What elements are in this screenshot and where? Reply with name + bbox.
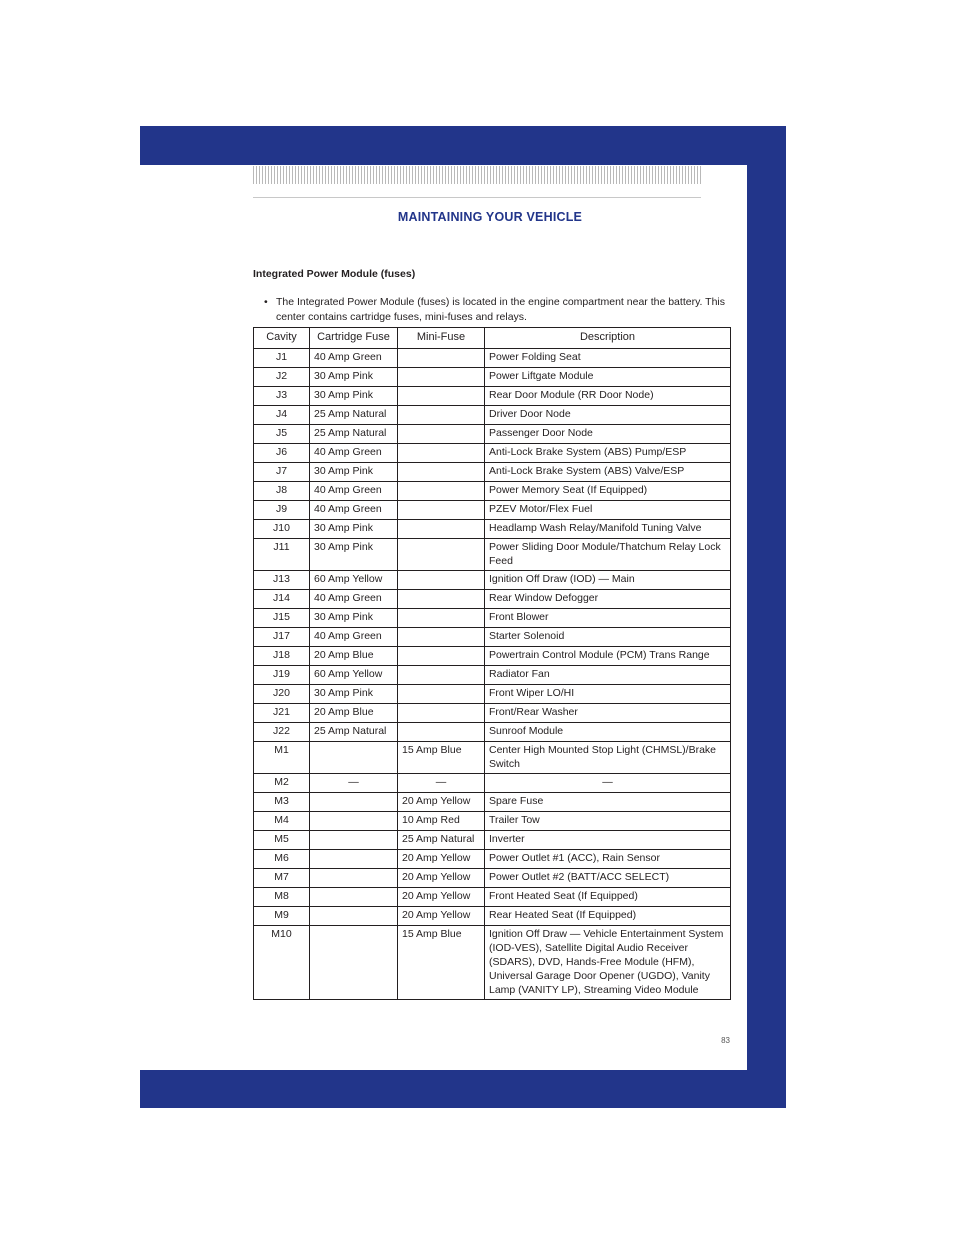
table-row: [254, 520, 731, 539]
cell-cartridge-fuse: 30 Amp Pink: [310, 463, 398, 482]
cell-cartridge-fuse: 60 Amp Yellow: [310, 666, 398, 685]
cell-description: —: [485, 774, 731, 793]
cell-cavity: J8: [254, 482, 310, 501]
table-row: [254, 869, 731, 888]
cell-mini-fuse: [398, 723, 485, 742]
table-row: [254, 628, 731, 647]
column-header-cavity: Cavity: [254, 328, 310, 349]
cell-cartridge-fuse: 30 Amp Pink: [310, 520, 398, 539]
cell-cartridge-fuse: [310, 907, 398, 926]
cell-description: Sunroof Module: [485, 723, 731, 742]
table-row: [254, 444, 731, 463]
cell-description: Spare Fuse: [485, 793, 731, 812]
cell-mini-fuse: [398, 609, 485, 628]
cell-description: Power Outlet #1 (ACC), Rain Sensor: [485, 850, 731, 869]
cell-cavity: M8: [254, 888, 310, 907]
cell-mini-fuse: [398, 628, 485, 647]
cell-cavity: M9: [254, 907, 310, 926]
bullet-paragraph: [264, 295, 726, 325]
cell-cartridge-fuse: 40 Amp Green: [310, 482, 398, 501]
cell-mini-fuse: 20 Amp Yellow: [398, 869, 485, 888]
cell-description: Trailer Tow: [485, 812, 731, 831]
cell-description: Powertrain Control Module (PCM) Trans Range: [485, 647, 731, 666]
cell-cavity: M10: [254, 926, 310, 1000]
cell-mini-fuse: [398, 463, 485, 482]
cell-cartridge-fuse: —: [310, 774, 398, 793]
cell-description: Rear Door Module (RR Door Node): [485, 387, 731, 406]
cell-cartridge-fuse: 30 Amp Pink: [310, 368, 398, 387]
table-row: [254, 685, 731, 704]
table-row: [254, 647, 731, 666]
cell-description: Ignition Off Draw (IOD) — Main: [485, 571, 731, 590]
cell-mini-fuse: [398, 482, 485, 501]
cell-mini-fuse: 20 Amp Yellow: [398, 850, 485, 869]
cell-cartridge-fuse: 40 Amp Green: [310, 444, 398, 463]
cell-description: Driver Door Node: [485, 406, 731, 425]
table-row: [254, 666, 731, 685]
cell-mini-fuse: 20 Amp Yellow: [398, 793, 485, 812]
cell-cartridge-fuse: 20 Amp Blue: [310, 647, 398, 666]
cell-cavity: M7: [254, 869, 310, 888]
cell-description: Power Sliding Door Module/Thatchum Relay Lock Feed: [485, 539, 731, 571]
cell-mini-fuse: [398, 666, 485, 685]
cell-description: Power Outlet #2 (BATT/ACC SELECT): [485, 869, 731, 888]
cell-mini-fuse: 20 Amp Yellow: [398, 907, 485, 926]
cell-mini-fuse: 15 Amp Blue: [398, 926, 485, 1000]
cell-mini-fuse: [398, 590, 485, 609]
cell-mini-fuse: 20 Amp Yellow: [398, 888, 485, 907]
cell-mini-fuse: [398, 520, 485, 539]
table-row: [254, 609, 731, 628]
cell-cartridge-fuse: 25 Amp Natural: [310, 723, 398, 742]
table-row: [254, 907, 731, 926]
cell-cavity: J7: [254, 463, 310, 482]
cell-cavity: J11: [254, 539, 310, 571]
table-row: [254, 888, 731, 907]
cell-cartridge-fuse: 30 Amp Pink: [310, 387, 398, 406]
cell-cartridge-fuse: [310, 812, 398, 831]
cell-mini-fuse: 15 Amp Blue: [398, 742, 485, 774]
cell-cavity: M6: [254, 850, 310, 869]
table-row: [254, 425, 731, 444]
cell-description: Starter Solenoid: [485, 628, 731, 647]
cell-cartridge-fuse: [310, 869, 398, 888]
cell-cartridge-fuse: 40 Amp Green: [310, 628, 398, 647]
cell-cavity: J4: [254, 406, 310, 425]
cell-cavity: J9: [254, 501, 310, 520]
table-row: [254, 571, 731, 590]
cell-cavity: J2: [254, 368, 310, 387]
table-row: [254, 590, 731, 609]
cell-cartridge-fuse: 25 Amp Natural: [310, 425, 398, 444]
table-row: [254, 501, 731, 520]
cell-description: Anti-Lock Brake System (ABS) Valve/ESP: [485, 463, 731, 482]
cell-cavity: J15: [254, 609, 310, 628]
cell-cavity: M3: [254, 793, 310, 812]
cell-description: Passenger Door Node: [485, 425, 731, 444]
column-header-mini-fuse: Mini-Fuse: [398, 328, 485, 349]
bullet-text: The Integrated Power Module (fuses) is located in the engine compartment near the battery. This center contains cartridge fuses, mini-fuses and relays.: [276, 296, 726, 323]
cell-description: Headlamp Wash Relay/Manifold Tuning Valve: [485, 520, 731, 539]
table-row: [254, 349, 731, 368]
cell-description: Rear Heated Seat (If Equipped): [485, 907, 731, 926]
table-row: [254, 704, 731, 723]
cell-cavity: J14: [254, 590, 310, 609]
table-row: [254, 539, 731, 571]
cell-description: Power Liftgate Module: [485, 368, 731, 387]
cell-description: Power Folding Seat: [485, 349, 731, 368]
cell-cartridge-fuse: [310, 926, 398, 1000]
cell-cartridge-fuse: 20 Amp Blue: [310, 704, 398, 723]
table-row: [254, 406, 731, 425]
table-row: [254, 723, 731, 742]
section-title: MAINTAINING YOUR VEHICLE: [397, 210, 583, 224]
cell-cavity: J1: [254, 349, 310, 368]
cell-cartridge-fuse: [310, 888, 398, 907]
fuse-table: [253, 327, 731, 1000]
cell-cavity: J5: [254, 425, 310, 444]
cell-mini-fuse: [398, 685, 485, 704]
cell-cavity: M5: [254, 831, 310, 850]
table-row: [254, 463, 731, 482]
cell-cartridge-fuse: [310, 831, 398, 850]
table-row: [254, 774, 731, 793]
header-divider: [253, 197, 701, 198]
cell-cavity: J22: [254, 723, 310, 742]
cell-mini-fuse: [398, 444, 485, 463]
cell-mini-fuse: [398, 501, 485, 520]
table-row: [254, 793, 731, 812]
cell-description: Inverter: [485, 831, 731, 850]
cell-mini-fuse: [398, 349, 485, 368]
cell-mini-fuse: [398, 387, 485, 406]
cell-cartridge-fuse: 30 Amp Pink: [310, 539, 398, 571]
cell-cartridge-fuse: [310, 793, 398, 812]
column-header-cartridge-fuse: Cartridge Fuse: [310, 328, 398, 349]
cell-mini-fuse: 10 Amp Red: [398, 812, 485, 831]
cell-mini-fuse: [398, 368, 485, 387]
cell-description: Front Heated Seat (If Equipped): [485, 888, 731, 907]
cell-cavity: M2: [254, 774, 310, 793]
table-row: [254, 387, 731, 406]
cell-cavity: J20: [254, 685, 310, 704]
cell-cartridge-fuse: [310, 742, 398, 774]
cell-cartridge-fuse: 40 Amp Green: [310, 590, 398, 609]
cell-cartridge-fuse: 30 Amp Pink: [310, 609, 398, 628]
cell-cavity: J6: [254, 444, 310, 463]
table-row: [254, 482, 731, 501]
table-row: [254, 742, 731, 774]
cell-cavity: J13: [254, 571, 310, 590]
cell-cartridge-fuse: 30 Amp Pink: [310, 685, 398, 704]
cell-description: PZEV Motor/Flex Fuel: [485, 501, 731, 520]
cell-cavity: J18: [254, 647, 310, 666]
cell-mini-fuse: [398, 539, 485, 571]
table-row: [254, 831, 731, 850]
cell-description: Rear Window Defogger: [485, 590, 731, 609]
cell-description: Ignition Off Draw — Vehicle Entertainment System (IOD-VES), Satellite Digital Audio Receiver (SDARS), DVD, Hands-Free Module (HFM), Universal Garage Door Opener (UGDO), Vanity Lamp (VANITY LP), Streaming Video Module: [485, 926, 731, 1000]
table-row: [254, 926, 731, 1000]
cell-description: Center High Mounted Stop Light (CHMSL)/Brake Switch: [485, 742, 731, 774]
cell-cartridge-fuse: [310, 850, 398, 869]
cell-description: Radiator Fan: [485, 666, 731, 685]
table-header-row: [254, 328, 731, 349]
cell-cavity: M1: [254, 742, 310, 774]
cell-cavity: M4: [254, 812, 310, 831]
cell-cartridge-fuse: 25 Amp Natural: [310, 406, 398, 425]
page-number: 83: [721, 1036, 730, 1045]
cell-mini-fuse: —: [398, 774, 485, 793]
cell-mini-fuse: [398, 571, 485, 590]
table-row: [254, 368, 731, 387]
bullet-symbol: •: [264, 296, 268, 308]
cell-mini-fuse: 25 Amp Natural: [398, 831, 485, 850]
cell-cartridge-fuse: 40 Amp Green: [310, 501, 398, 520]
cell-mini-fuse: [398, 425, 485, 444]
cell-mini-fuse: [398, 406, 485, 425]
cell-description: Front Blower: [485, 609, 731, 628]
cell-cartridge-fuse: 60 Amp Yellow: [310, 571, 398, 590]
cell-description: Front/Rear Washer: [485, 704, 731, 723]
cell-description: Anti-Lock Brake System (ABS) Pump/ESP: [485, 444, 731, 463]
decorative-tick-ruler: [253, 166, 703, 184]
table-row: [254, 850, 731, 869]
subheading: Integrated Power Module (fuses): [253, 268, 416, 280]
cell-cavity: J17: [254, 628, 310, 647]
cell-description: Front Wiper LO/HI: [485, 685, 731, 704]
cell-description: Power Memory Seat (If Equipped): [485, 482, 731, 501]
cell-mini-fuse: [398, 704, 485, 723]
column-header-description: Description: [485, 328, 731, 349]
cell-cavity: J21: [254, 704, 310, 723]
cell-cavity: J3: [254, 387, 310, 406]
cell-mini-fuse: [398, 647, 485, 666]
cell-cavity: J19: [254, 666, 310, 685]
cell-cavity: J10: [254, 520, 310, 539]
table-row: [254, 812, 731, 831]
cell-cartridge-fuse: 40 Amp Green: [310, 349, 398, 368]
table-body: [254, 349, 731, 1000]
